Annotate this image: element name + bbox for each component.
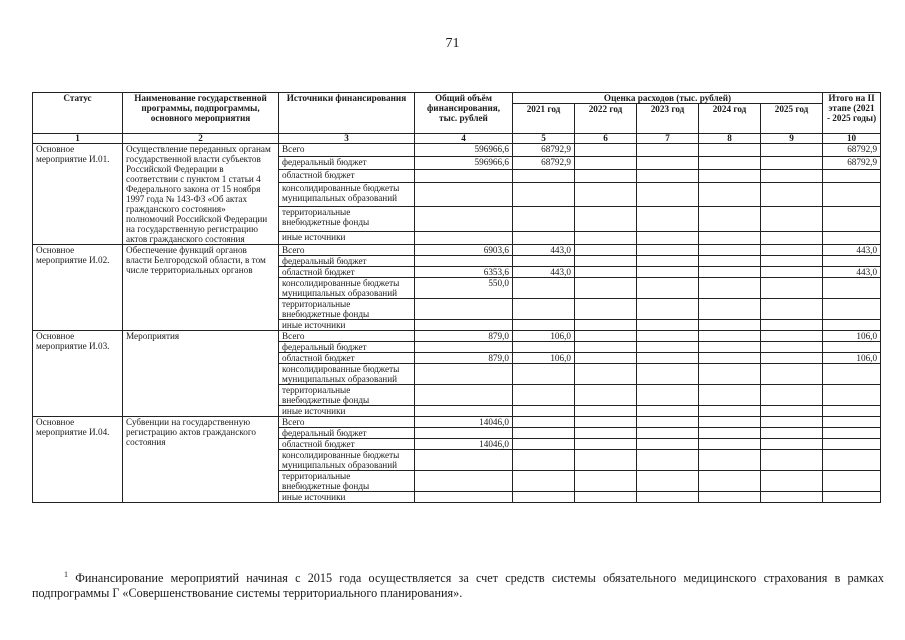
cell-y2025: [761, 278, 823, 299]
cell-y2023: [637, 278, 699, 299]
cell-y2024: [699, 299, 761, 320]
cell-y2024: [699, 471, 761, 492]
header-sources: Источники финансирования: [279, 93, 415, 134]
funding-source: консолидированные бюджеты муниципальных образований: [279, 364, 415, 385]
cell-stage: [823, 439, 881, 450]
cell-y2024: [699, 385, 761, 406]
cell-y2025: [761, 320, 823, 331]
cell-y2023: [637, 245, 699, 256]
header-stage-total: Итого на II этапе (2021 - 2025 годы): [823, 93, 881, 134]
cell-y2024: [699, 406, 761, 417]
cell-stage: [823, 450, 881, 471]
cell-y2024: [699, 156, 761, 169]
funding-source: областной бюджет: [279, 169, 415, 182]
funding-source: федеральный бюджет: [279, 342, 415, 353]
cell-y2023: [637, 232, 699, 245]
funding-source: территориальные внебюджетные фонды: [279, 471, 415, 492]
cell-total: [415, 169, 513, 182]
group-name: Мероприятия: [123, 331, 279, 417]
cell-y2022: [575, 353, 637, 364]
cell-stage: [823, 256, 881, 267]
cell-total: [415, 492, 513, 503]
funding-source: территориальные внебюджетные фонды: [279, 299, 415, 320]
cell-y2024: [699, 450, 761, 471]
cell-y2024: [699, 232, 761, 245]
header-status: Статус: [33, 93, 123, 134]
cell-y2021: [513, 385, 575, 406]
column-number-6: 6: [575, 134, 637, 144]
cell-y2025: [761, 331, 823, 342]
table-row: [33, 331, 881, 342]
table-body: [33, 144, 881, 503]
cell-y2021: 106,0: [513, 331, 575, 342]
cell-y2023: [637, 267, 699, 278]
cell-y2023: [637, 450, 699, 471]
funding-source: консолидированные бюджеты муниципальных образований: [279, 278, 415, 299]
cell-y2023: [637, 320, 699, 331]
header-year-2022: 2022 год: [575, 104, 637, 134]
funding-source: Всего: [279, 245, 415, 256]
cell-y2025: [761, 144, 823, 157]
group-name: Осуществление переданных органам государственной власти субъектов Российской Федерации в соответствии с пунктом 1 статьи 4 Федерального закона от 15 ноября 1997 года № 143-ФЗ «Об актах гражданского состояния» полномочий Российской Федерации на государственную регистрацию актов гражданского состояния: [123, 144, 279, 245]
cell-y2025: [761, 245, 823, 256]
cell-y2022: [575, 364, 637, 385]
cell-total: 6903,6: [415, 245, 513, 256]
cell-y2022: [575, 156, 637, 169]
table-row: [33, 144, 881, 157]
cell-y2023: [637, 428, 699, 439]
cell-y2025: [761, 156, 823, 169]
funding-source: Всего: [279, 144, 415, 157]
cell-total: [415, 471, 513, 492]
column-number-9: 9: [761, 134, 823, 144]
cell-stage: [823, 417, 881, 428]
cell-stage: [823, 492, 881, 503]
table-row: [33, 417, 881, 428]
cell-y2025: [761, 364, 823, 385]
cell-y2024: [699, 169, 761, 182]
cell-y2022: [575, 428, 637, 439]
funding-source: территориальные внебюджетные фонды: [279, 385, 415, 406]
cell-y2023: [637, 182, 699, 207]
cell-total: [415, 207, 513, 232]
cell-stage: [823, 299, 881, 320]
cell-total: 596966,6: [415, 156, 513, 169]
cell-stage: [823, 182, 881, 207]
cell-y2022: [575, 342, 637, 353]
cell-y2022: [575, 245, 637, 256]
cell-y2023: [637, 331, 699, 342]
cell-y2024: [699, 353, 761, 364]
cell-y2021: [513, 320, 575, 331]
cell-stage: [823, 342, 881, 353]
cell-total: [415, 428, 513, 439]
cell-y2024: [699, 278, 761, 299]
funding-source: иные источники: [279, 406, 415, 417]
cell-y2024: [699, 342, 761, 353]
cell-stage: [823, 169, 881, 182]
cell-y2025: [761, 182, 823, 207]
funding-source: консолидированные бюджеты муниципальных образований: [279, 182, 415, 207]
cell-y2025: [761, 207, 823, 232]
cell-y2021: [513, 439, 575, 450]
cell-total: 6353,6: [415, 267, 513, 278]
cell-y2021: [513, 471, 575, 492]
group-status: Основное мероприятие И.01.: [33, 144, 123, 245]
cell-y2022: [575, 144, 637, 157]
group-name: Субвенции на государственную регистрацию актов гражданского состояния: [123, 417, 279, 503]
column-numbers-row: [33, 134, 881, 144]
funding-source: иные источники: [279, 320, 415, 331]
cell-y2024: [699, 207, 761, 232]
cell-y2022: [575, 169, 637, 182]
cell-y2022: [575, 299, 637, 320]
cell-y2025: [761, 428, 823, 439]
funding-source: иные источники: [279, 492, 415, 503]
financing-table: [32, 92, 881, 503]
group-status: Основное мероприятие И.04.: [33, 417, 123, 503]
cell-stage: 68792,9: [823, 156, 881, 169]
column-number-8: 8: [699, 134, 761, 144]
cell-y2023: [637, 364, 699, 385]
cell-total: [415, 232, 513, 245]
cell-stage: 106,0: [823, 353, 881, 364]
column-number-4: 4: [415, 134, 513, 144]
funding-source: федеральный бюджет: [279, 156, 415, 169]
cell-total: 879,0: [415, 353, 513, 364]
cell-y2023: [637, 471, 699, 492]
cell-stage: [823, 278, 881, 299]
cell-y2023: [637, 144, 699, 157]
cell-y2021: [513, 450, 575, 471]
cell-stage: [823, 428, 881, 439]
cell-total: 596966,6: [415, 144, 513, 157]
cell-y2021: 68792,9: [513, 144, 575, 157]
cell-y2021: 443,0: [513, 245, 575, 256]
funding-source: иные источники: [279, 232, 415, 245]
cell-y2025: [761, 417, 823, 428]
cell-y2021: [513, 342, 575, 353]
footnote-text: Финансирование мероприятий начиная с 2015 года осуществляется за счет средств системы обязательного медицинского страхования в рамках подпрограммы Г «Совершенствование системы территориального планирования».: [32, 571, 884, 601]
funding-source: областной бюджет: [279, 267, 415, 278]
cell-y2025: [761, 267, 823, 278]
cell-y2024: [699, 245, 761, 256]
cell-total: [415, 406, 513, 417]
cell-total: 14046,0: [415, 439, 513, 450]
cell-total: [415, 342, 513, 353]
cell-y2025: [761, 256, 823, 267]
cell-y2021: [513, 182, 575, 207]
cell-y2021: [513, 428, 575, 439]
cell-y2021: [513, 169, 575, 182]
cell-y2021: [513, 232, 575, 245]
column-number-10: 10: [823, 134, 881, 144]
cell-stage: [823, 406, 881, 417]
cell-y2025: [761, 385, 823, 406]
footnote-marker: 1: [64, 570, 68, 579]
cell-y2021: [513, 278, 575, 299]
cell-y2022: [575, 256, 637, 267]
cell-y2024: [699, 267, 761, 278]
cell-y2025: [761, 342, 823, 353]
cell-stage: [823, 364, 881, 385]
cell-total: [415, 256, 513, 267]
funding-source: Всего: [279, 331, 415, 342]
cell-y2024: [699, 182, 761, 207]
cell-y2021: [513, 256, 575, 267]
cell-y2023: [637, 207, 699, 232]
cell-y2022: [575, 278, 637, 299]
funding-source: консолидированные бюджеты муниципальных образований: [279, 450, 415, 471]
cell-stage: 68792,9: [823, 144, 881, 157]
group-status: Основное мероприятие И.02.: [33, 245, 123, 331]
cell-y2021: [513, 406, 575, 417]
cell-y2024: [699, 492, 761, 503]
group-name: Обеспечение функций органов власти Белгородской области, в том числе территориальных органов: [123, 245, 279, 331]
funding-source: территориальные внебюджетные фонды: [279, 207, 415, 232]
cell-y2024: [699, 364, 761, 385]
header-year-2025: 2025 год: [761, 104, 823, 134]
cell-y2023: [637, 417, 699, 428]
cell-y2021: [513, 299, 575, 320]
cell-y2022: [575, 320, 637, 331]
cell-y2024: [699, 331, 761, 342]
column-number-2: 2: [123, 134, 279, 144]
cell-total: 879,0: [415, 331, 513, 342]
column-number-5: 5: [513, 134, 575, 144]
cell-stage: 443,0: [823, 245, 881, 256]
cell-y2023: [637, 156, 699, 169]
cell-y2022: [575, 471, 637, 492]
cell-total: [415, 299, 513, 320]
cell-y2022: [575, 406, 637, 417]
header-year-2021: 2021 год: [513, 104, 575, 134]
cell-y2025: [761, 299, 823, 320]
cell-y2022: [575, 417, 637, 428]
funding-source: федеральный бюджет: [279, 428, 415, 439]
cell-y2025: [761, 439, 823, 450]
cell-y2022: [575, 267, 637, 278]
cell-y2023: [637, 406, 699, 417]
cell-y2021: [513, 417, 575, 428]
cell-y2024: [699, 144, 761, 157]
cell-stage: [823, 207, 881, 232]
cell-stage: 106,0: [823, 331, 881, 342]
cell-y2022: [575, 182, 637, 207]
cell-y2025: [761, 169, 823, 182]
cell-total: [415, 320, 513, 331]
cell-stage: [823, 471, 881, 492]
header-name: Наименование государственной программы, подпрограммы, основного мероприятия: [123, 93, 279, 134]
cell-y2023: [637, 299, 699, 320]
cell-y2021: [513, 364, 575, 385]
cell-y2025: [761, 406, 823, 417]
cell-y2022: [575, 207, 637, 232]
column-number-3: 3: [279, 134, 415, 144]
cell-y2023: [637, 439, 699, 450]
cell-y2021: [513, 492, 575, 503]
cell-y2024: [699, 428, 761, 439]
cell-y2021: [513, 207, 575, 232]
cell-stage: [823, 320, 881, 331]
funding-source: федеральный бюджет: [279, 256, 415, 267]
cell-y2023: [637, 256, 699, 267]
cell-y2024: [699, 417, 761, 428]
cell-y2023: [637, 385, 699, 406]
cell-y2023: [637, 342, 699, 353]
cell-y2024: [699, 256, 761, 267]
page-number: 71: [445, 36, 460, 51]
cell-y2022: [575, 439, 637, 450]
funding-source: областной бюджет: [279, 353, 415, 364]
header-year-2024: 2024 год: [699, 104, 761, 134]
cell-y2021: 106,0: [513, 353, 575, 364]
cell-stage: [823, 232, 881, 245]
footnote: [32, 567, 884, 601]
table-row: [33, 245, 881, 256]
cell-y2021: 68792,9: [513, 156, 575, 169]
cell-total: 14046,0: [415, 417, 513, 428]
cell-total: [415, 450, 513, 471]
cell-y2023: [637, 169, 699, 182]
header-total: Общий объём финансирования, тыс. рублей: [415, 93, 513, 134]
cell-y2025: [761, 450, 823, 471]
cell-total: [415, 364, 513, 385]
header-estimate: Оценка расходов (тыс. рублей): [513, 93, 823, 104]
cell-y2023: [637, 353, 699, 364]
column-number-7: 7: [637, 134, 699, 144]
cell-y2022: [575, 450, 637, 471]
cell-stage: [823, 385, 881, 406]
cell-y2023: [637, 492, 699, 503]
cell-y2021: 443,0: [513, 267, 575, 278]
cell-y2024: [699, 320, 761, 331]
cell-stage: 443,0: [823, 267, 881, 278]
cell-y2025: [761, 471, 823, 492]
cell-y2022: [575, 232, 637, 245]
group-status: Основное мероприятие И.03.: [33, 331, 123, 417]
cell-y2024: [699, 439, 761, 450]
column-number-1: 1: [33, 134, 123, 144]
cell-total: 550,0: [415, 278, 513, 299]
funding-source: областной бюджет: [279, 439, 415, 450]
cell-y2025: [761, 353, 823, 364]
funding-source: Всего: [279, 417, 415, 428]
cell-y2025: [761, 492, 823, 503]
cell-y2022: [575, 492, 637, 503]
cell-y2022: [575, 331, 637, 342]
cell-y2022: [575, 385, 637, 406]
cell-y2025: [761, 232, 823, 245]
cell-total: [415, 182, 513, 207]
cell-total: [415, 385, 513, 406]
header-year-2023: 2023 год: [637, 104, 699, 134]
